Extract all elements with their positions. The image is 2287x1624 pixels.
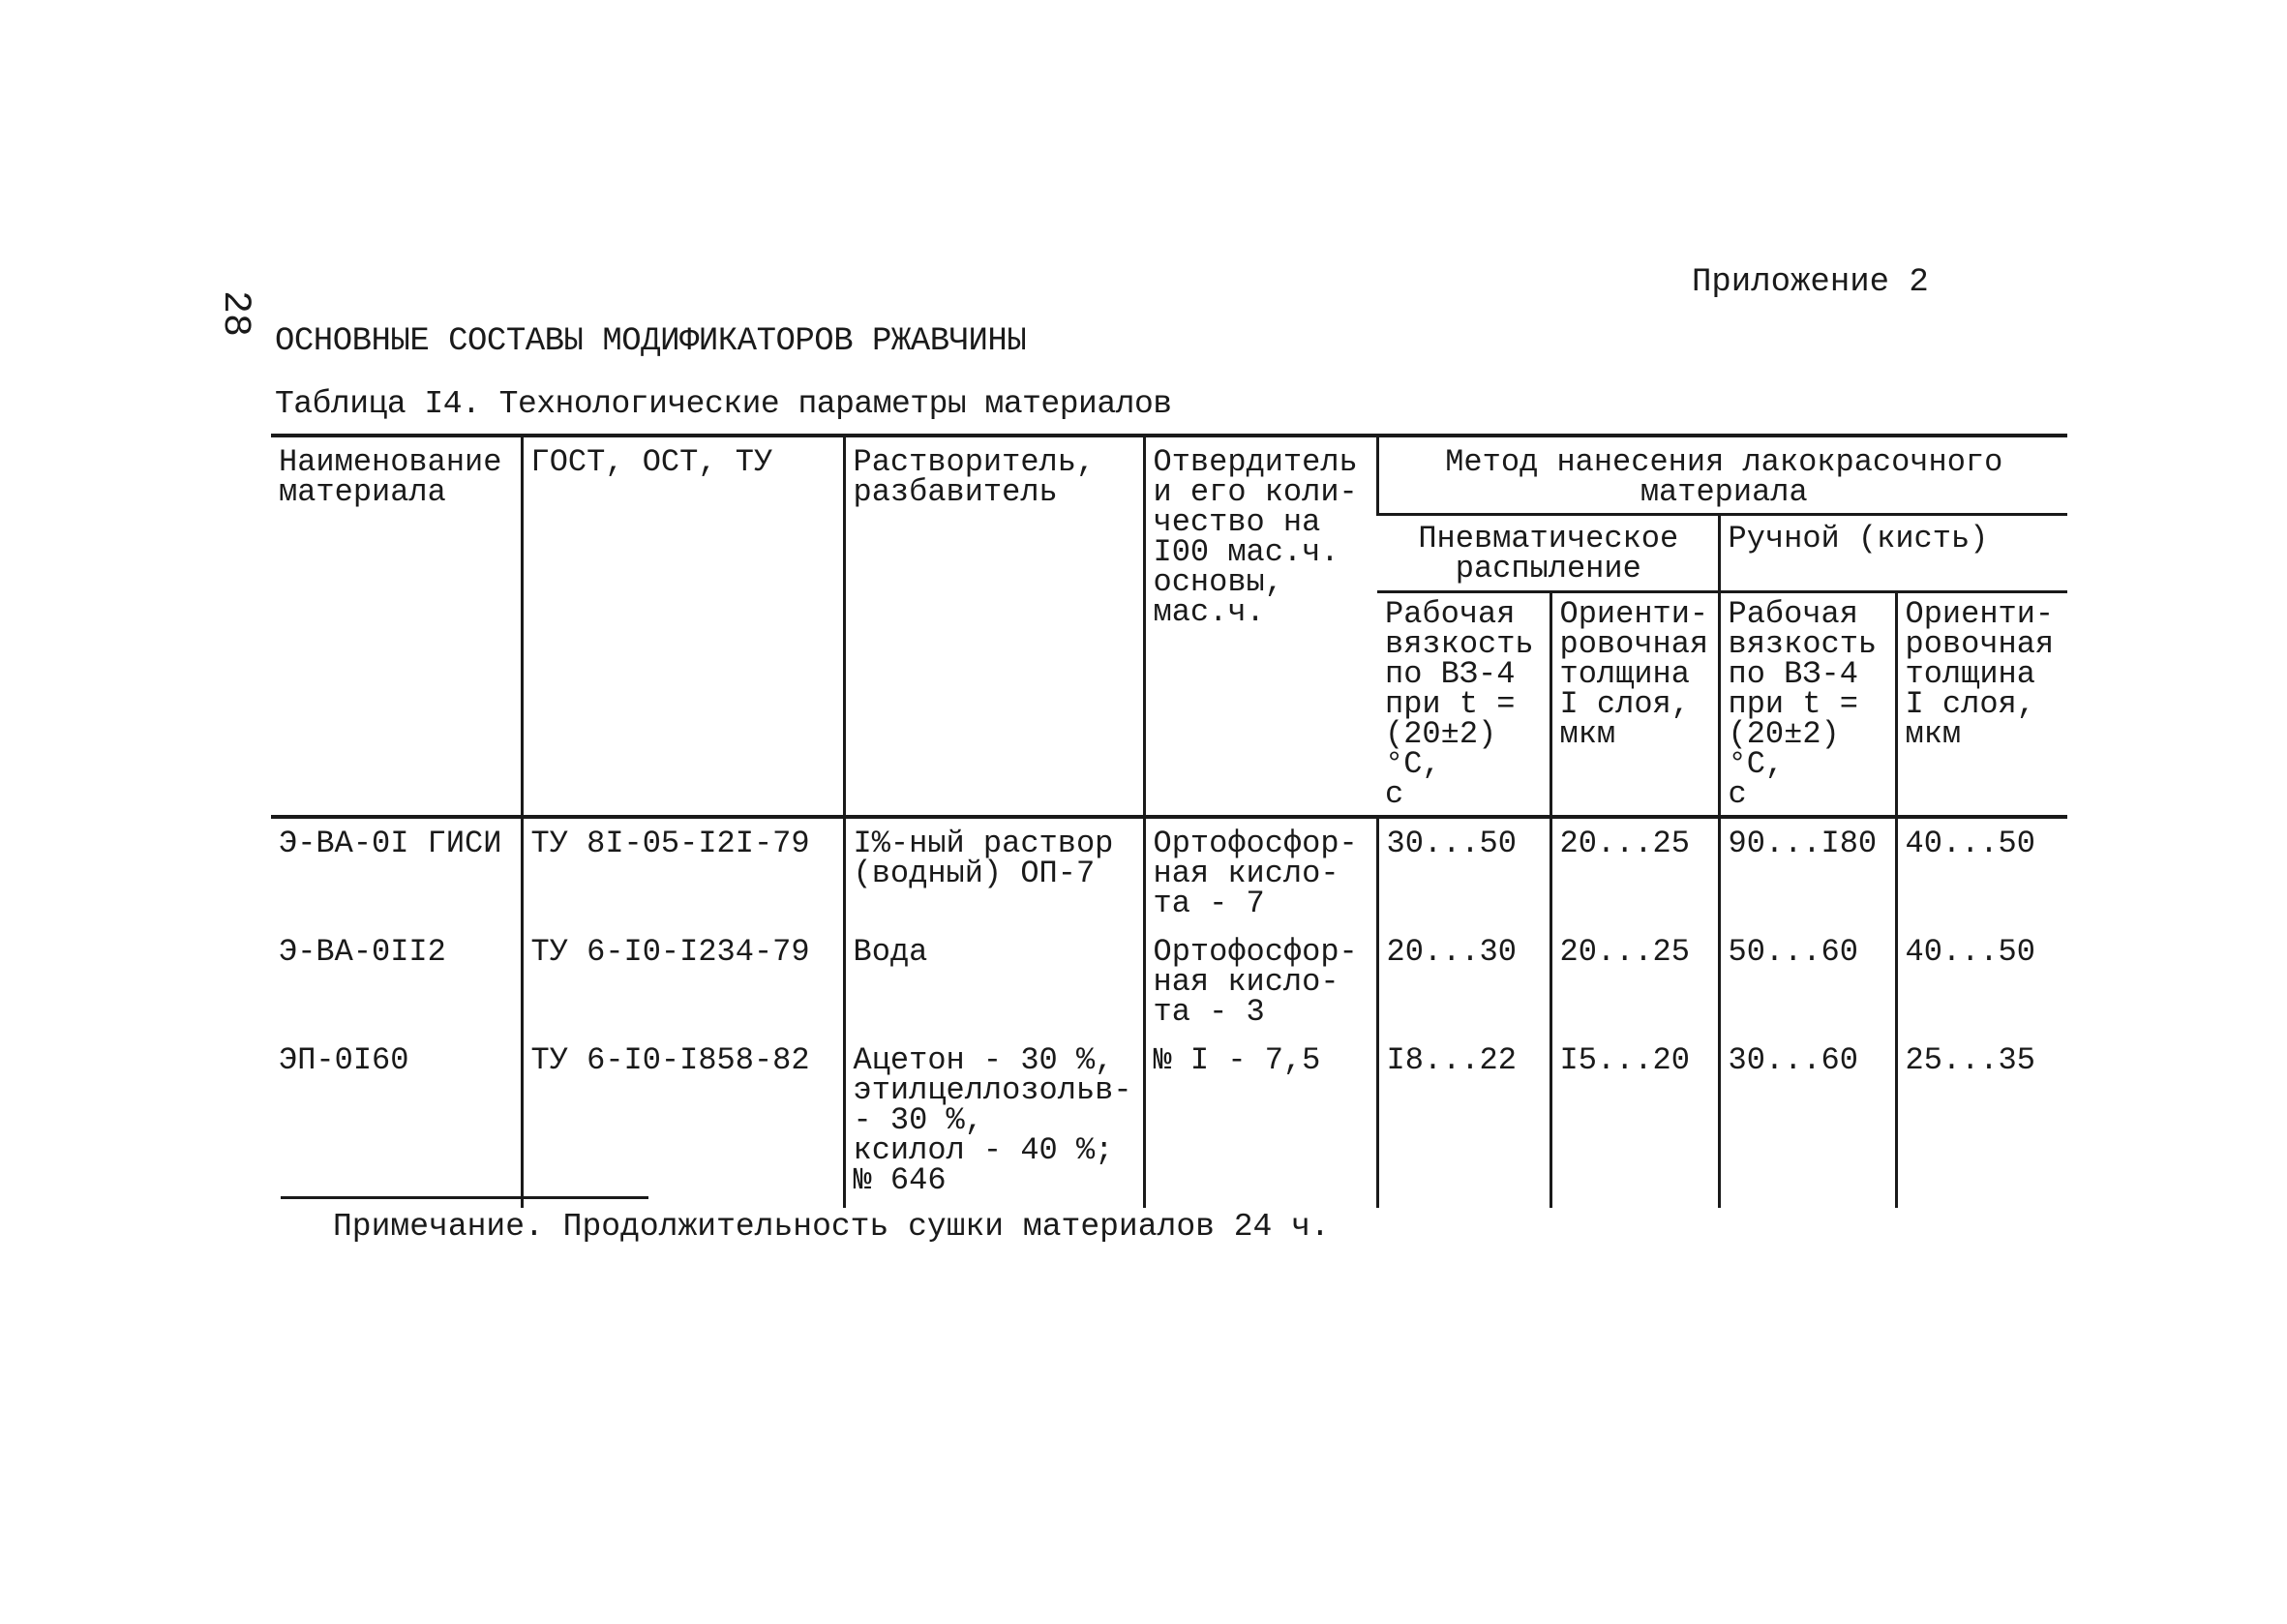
cell-pneumatic-thickness: I5...20 xyxy=(1550,1036,1719,1208)
header-pneumatic-spray: Пневматическое распыление xyxy=(1377,515,1719,592)
cell-solvent: I%-ный раствор (водный) ОП-7 xyxy=(844,817,1144,927)
appendix-label: Приложение 2 xyxy=(1692,264,1929,301)
header-hardener: Отвердитель и его коли- чество на I00 мас.ч. основы, мас.ч. xyxy=(1144,436,1377,817)
cell-hardener: Ортофосфор- ная кисло- та - 3 xyxy=(1144,927,1377,1036)
footnote-divider xyxy=(281,1196,648,1199)
cell-material-name: Э-ВА-0I ГИСИ xyxy=(271,817,522,927)
cell-solvent: Вода xyxy=(844,927,1144,1036)
header-pneumatic-thickness: Ориенти- ровочная толщина I слоя, мкм xyxy=(1550,592,1719,818)
table-row xyxy=(271,817,2067,927)
cell-manual-thickness: 25...35 xyxy=(1896,1036,2067,1208)
cell-solvent: Ацетон - 30 %, этилцеллозольв- - 30 %, ксилол - 40 %; № 646 xyxy=(844,1036,1144,1208)
cell-gost: ТУ 8I-05-I2I-79 xyxy=(522,817,844,927)
table-row xyxy=(271,927,2067,1036)
cell-manual-viscosity: 50...60 xyxy=(1719,927,1896,1036)
cell-manual-viscosity: 90...I80 xyxy=(1719,817,1896,927)
cell-gost: ТУ 6-I0-I234-79 xyxy=(522,927,844,1036)
cell-pneumatic-thickness: 20...25 xyxy=(1550,927,1719,1036)
table-row xyxy=(271,1036,2067,1208)
table-caption: Таблица I4. Технологические параметры материалов xyxy=(275,386,1172,422)
cell-material-name: ЭП-0I60 xyxy=(279,1042,409,1078)
header-material-name: Наименование материала xyxy=(271,436,522,817)
parameters-table xyxy=(271,434,2067,1208)
cell-manual-thickness: 40...50 xyxy=(1896,817,2067,927)
cell-manual-thickness: 40...50 xyxy=(1896,927,2067,1036)
cell-pneumatic-viscosity: 30...50 xyxy=(1377,817,1550,927)
cell-manual-viscosity: 30...60 xyxy=(1719,1036,1896,1208)
page-number: 28 xyxy=(213,290,256,338)
cell-hardener: № I - 7,5 xyxy=(1144,1036,1377,1208)
cell-hardener: Ортофосфор- ная кисло- та - 7 xyxy=(1144,817,1377,927)
cell-pneumatic-viscosity: I8...22 xyxy=(1377,1036,1550,1208)
footnote: Примечание. Продолжительность сушки материалов 24 ч. xyxy=(333,1209,1330,1245)
header-application-method: Метод нанесения лакокрасочного материала xyxy=(1377,436,2067,515)
header-solvent: Растворитель, разбавитель xyxy=(844,436,1144,817)
header-gost: ГОСТ, ОСТ, ТУ xyxy=(522,436,844,817)
cell-pneumatic-thickness: 20...25 xyxy=(1550,817,1719,927)
cell-material-name: Э-ВА-0II2 xyxy=(279,934,446,970)
header-manual-brush: Ручной (кисть) xyxy=(1719,515,2067,592)
document-title: ОСНОВНЫЕ СОСТАВЫ МОДИФИКАТОРОВ РЖАВЧИНЫ xyxy=(275,323,1027,360)
cell-gost: ТУ 6-I0-I858-82 xyxy=(522,1036,844,1208)
header-manual-viscosity: Рабочая вязкость по ВЗ-4 при t = (20±2)°С, с xyxy=(1719,592,1896,818)
header-manual-thickness: Ориенти- ровочная толщина I слоя, мкм xyxy=(1896,592,2067,818)
cell-pneumatic-viscosity: 20...30 xyxy=(1377,927,1550,1036)
header-pneumatic-viscosity: Рабочая вязкость по ВЗ-4 при t = (20±2)°С, с xyxy=(1377,592,1550,818)
